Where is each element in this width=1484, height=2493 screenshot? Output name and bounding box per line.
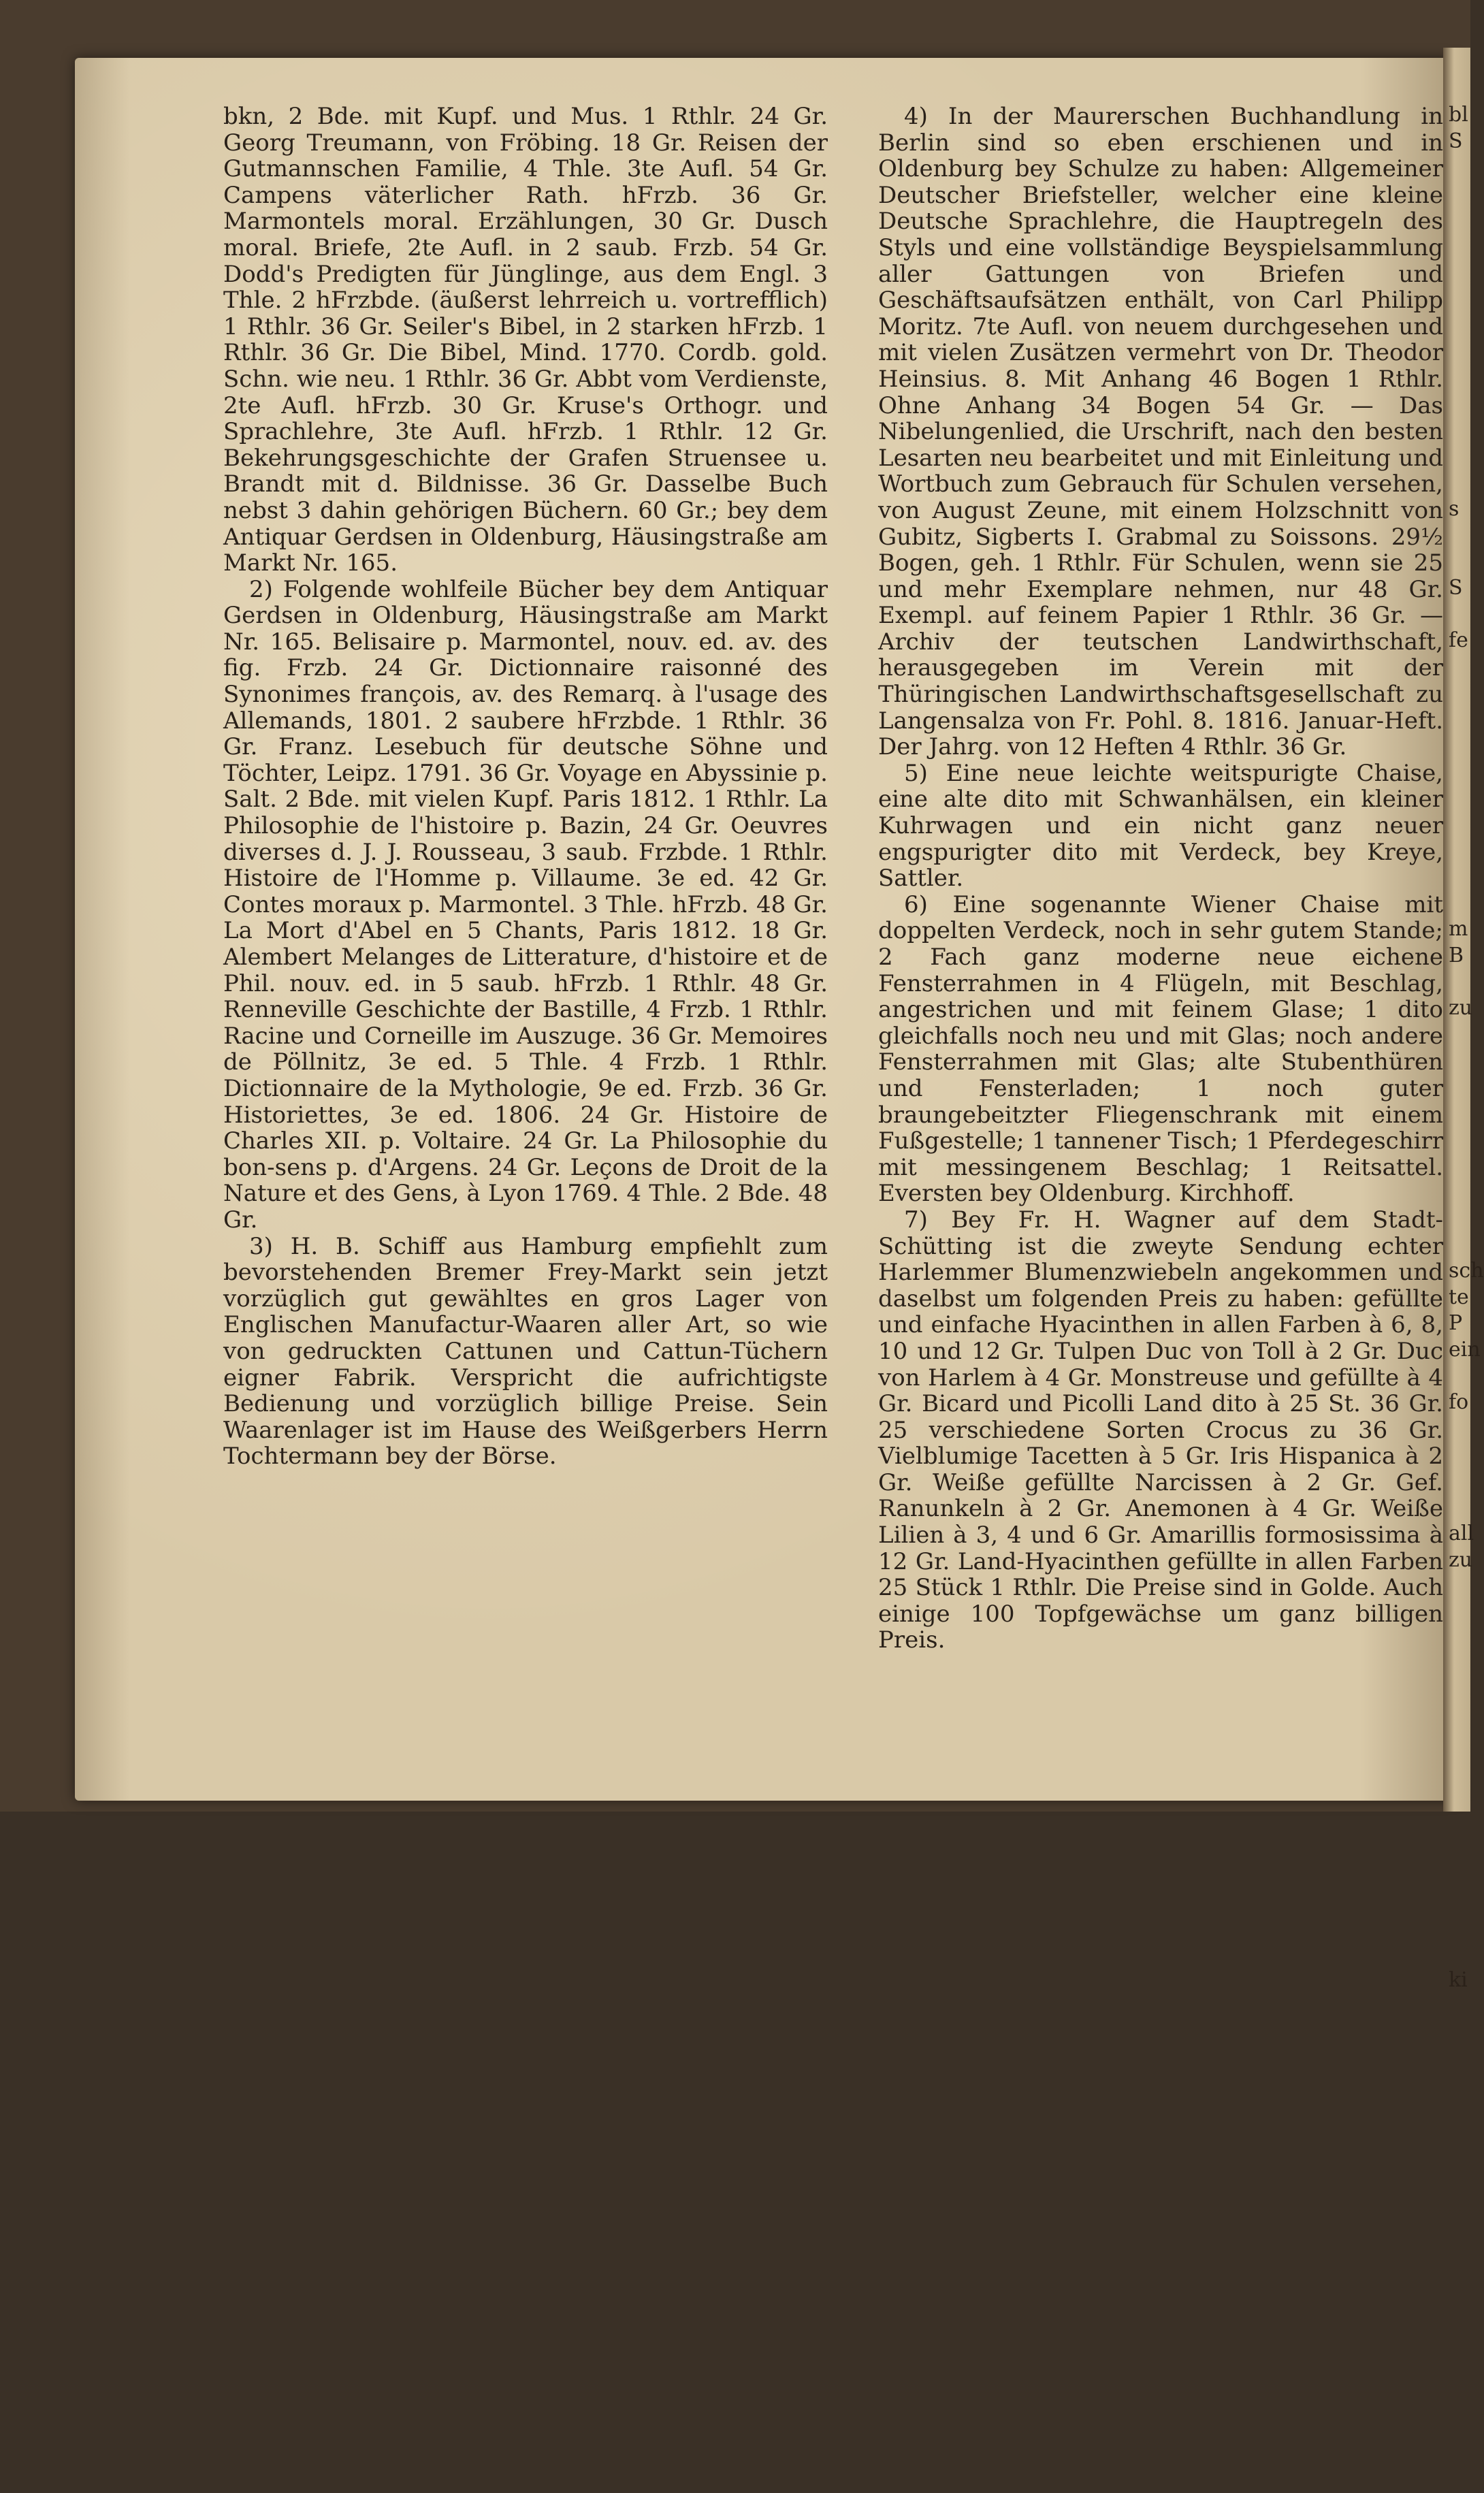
edge-fragment: P (1449, 1311, 1463, 1336)
edge-fragment (1449, 391, 1470, 418)
edge-fragment (1449, 1179, 1470, 1206)
edge-fragment: all (1449, 1522, 1474, 1546)
left-paragraph-2-antiquar-books: 2) Folgende wohlfeile Bücher bey dem Antiquar Gerdsen in Oldenburg, Häusingstraße am Markt Nr. 165. Belisaire p. Marmontel, nouv. ed. av. des fig. Frzb. 24 Gr. Dictionnaire raisonné des Synonimes françois, av. des Remarq. à l'usage des Allemands, 1801. 2 saubere hFrzbde. 1 Rthlr. 36 Gr. Franz. Lesebuch für deutsche Söhne und Töchter, Leipz. 1791. 36 Gr. Voyage en Abyssinie p. Salt. 2 Bde. mit vielen Kupf. Paris 1812. 1 Rthlr. La Philosophie de l'histoire p. Bazin, 24 Gr. Oeuvres diverses d. J. J. Rousseau, 3 saub. Frzbde. 1 Rthlr. Histoire de l'Homme p. Villaume. 3e ed. 42 Gr. Contes moraux p. Marmontel. 3 Thle. hFrzb. 48 Gr. La Mort d'Abel en 5 Chants, Paris 1812. 18 Gr. Alembert Melanges de Litterature, d'histoire et de Phil. nouv. ed. in 5 saub. hFrzb. 1 Rthlr. 48 Gr. Renneville Geschichte der Bastille, 4 Frzb. 1 Rthlr. Racine und Corneille im Auszuge. 36 Gr. Memoires de Pöllnitz, 3e ed. 5 Thle. 4 Frzb. 1 Rthlr. Dictionnaire de la Mythologie, 9e ed. Frzb. 36 Gr. Historiettes, 3e ed. 1806. 24 Gr. Histoire de Charles XII. p. Voltaire. 24 Gr. La Philosophie du bon-sens p. d'Argens. 24 Gr. Leçons de Droit de la Nature et des Gens, à Lyon 1769. 4 Thle. 2 Bde. 48 Gr. (223, 575, 828, 1234)
edge-fragment: bl (1449, 103, 1468, 127)
edge-fragment (1449, 1915, 1470, 1942)
edge-fragment (1449, 1022, 1470, 1048)
right-paragraph-4-maurersche-buchhandlung: 4) In der Maurerschen Buchhandlung in Berlin sind so eben erschienen und in Oldenburg bey Schulze zu haben: Allgemeiner Deutscher Briefsteller, welcher eine kleine Deutsche Sprachlehre, die Hauptregeln des Styls und eine vollständige Beyspielsammlung aller Gattungen von Briefen und Geschäftsaufsätzen enthält, von Carl Philipp Moritz. 7te Aufl. von neuem durchgesehen und mit vielen Zusätzen vermehrt von Dr. Theodor Heinsius. 8. Mit Anhang 46 Bogen 1 Rthlr. Ohne Anhang 34 Bogen 54 Gr. — Das Nibelungenlied, die Urschrift, nach den besten Lesarten neu bearbeitet und mit Einleitung und Wortbuch zum Gebrauch für Schulen versehen, von August Zeune, mit einem Holzschnitt von Gubitz, Sigberts I. Grabmal zu Soissons. 29½ Bogen, geh. 1 Rthlr. Für Schulen, wenn sie 25 und mehr Exemplare nehmen, nur 48 Gr. Exempl. auf feinem Papier 1 Rthlr. 36 Gr. — Archiv der teutschen Landwirthschaft, herausgegeben im Verein mit der Thüringischen Landwirthschaftsgesellschaft zu Langensalza von Fr. Pohl. 8. 1816. Januar-Heft. Der Jahrg. von 12 Heften 4 Rthlr. 36 Gr. (878, 103, 1443, 761)
edge-fragment (1449, 2414, 1470, 2441)
edge-fragment (1449, 1364, 1470, 1390)
edge-fragment (1449, 2309, 1470, 2336)
edge-fragment (1449, 1153, 1470, 1180)
edge-fragment (1449, 1101, 1470, 1127)
edge-fragment (1449, 1442, 1470, 1468)
right-paragraph-7-blumenzwiebeln: 7) Bey Fr. H. Wagner auf dem Stadt-Schütting ist die zweyte Sendung echter Harlemmer Blumenzwiebeln angekommen und daselbst um folgenden Preis zu haben: gefüllte und einfache Hyacinthen in allen Farben à 6, 8, 10 und 12 Gr. Tulpen Duc von Toll à 2 Gr. Duc von Harlem à 4 Gr. Monstreuse und gefüllte à 4 Gr. Bicard und Picolli Land dito à 25 St. 36 Gr. 25 verschiedene Sorten Crocus zu 36 Gr. Vielblumige Tacetten à 5 Gr. Iris Hispanica à 2 Gr. Weiße gefüllte Narcissen à 2 Gr. Gef. Ranunkeln à 2 Gr. Anemonen à 4 Gr. Weiße Lilien à 3, 4 und 6 Gr. Amarillis formosissima à 12 Gr. Land-Hyacinthen gefüllte in allen Farben 25 Stück 1 Rthlr. Die Preise sind in Golde. Auch einige 100 Topfgewächse um ganz billigen Preis. (878, 1206, 1443, 1654)
edge-fragment (1449, 680, 1470, 707)
edge-fragment: zu (1449, 1547, 1473, 1572)
right-paragraph-6-wiener-chaise: 6) Eine sogenannte Wiener Chaise mit doppelten Verdeck, noch in sehr gutem Stande; 2 Fach ganz moderne neue eichene Fensterrahmen in 4 Flügeln, mit Beschlag, angestrichen und mit feinem Glase; 1 dito gleichfalls noch neu und mit Glas; noch andere Fensterrahmen mit Glas; alte Stubenthüren und Fensterladen; 1 noch guter braungebeitzter Fliegenschrank mit einem Fußgestelle; 1 tannener Tisch; 1 Pferdegeschirr mit messingenem Beschlag; 1 Reitsattel. Eversten bey Oldenburg. Kirchhoff. (878, 890, 1443, 1208)
edge-fragment: ein (1449, 1337, 1481, 1362)
edge-fragment: fo (1449, 1390, 1469, 1415)
edge-fragment (1449, 2073, 1470, 2100)
edge-fragment: te (1449, 1285, 1469, 1309)
edge-fragment (1449, 417, 1470, 444)
edge-fragment (1449, 365, 1470, 391)
edge-fragment (1449, 1784, 1470, 1810)
edge-fragment (1449, 2178, 1470, 2204)
edge-fragment: fe (1449, 628, 1468, 652)
right-column (878, 103, 1443, 1654)
edge-fragment (1449, 234, 1470, 260)
edge-fragment: sch (1449, 1259, 1484, 1283)
edge-fragment (1449, 1705, 1470, 1731)
edge-fragment: s (1449, 496, 1459, 521)
edge-fragment (1449, 1810, 1470, 1837)
edge-fragment (1449, 1942, 1470, 1968)
edge-fragment (1449, 1048, 1470, 1074)
edge-fragment (1449, 1836, 1470, 1863)
edge-fragment (1449, 2230, 1470, 2257)
edge-fragment (1449, 1206, 1470, 1232)
edge-fragment (1449, 1573, 1470, 1600)
edge-fragment (1449, 155, 1470, 181)
edge-fragment (1449, 1888, 1470, 1915)
edge-fragment (1449, 2125, 1470, 2152)
edge-fragment (1449, 1652, 1470, 1679)
edge-fragment (1449, 312, 1470, 339)
edge-fragment (1449, 1232, 1470, 1259)
edge-fragment (1449, 1757, 1470, 1784)
edge-fragment (1449, 1994, 1470, 2021)
edge-fragment (1449, 733, 1470, 759)
edge-fragment (1449, 2441, 1470, 2467)
edge-fragment (1449, 1127, 1470, 1153)
edge-fragment (1449, 864, 1470, 890)
edge-fragment (1449, 2257, 1470, 2283)
edge-fragment (1449, 601, 1470, 628)
edge-fragment (1449, 2362, 1470, 2388)
edge-fragment (1449, 444, 1470, 470)
left-column (223, 103, 828, 1470)
edge-fragment: m (1449, 917, 1468, 942)
left-paragraph-continued-listing: bkn, 2 Bde. mit Kupf. und Mus. 1 Rthlr. 24 Gr. Georg Treumann, von Fröbing. 18 Gr. Reisen der Gutmannschen Familie, 4 Thle. 3te Aufl. 54 Gr. Campens väterlicher Rath. hFrzb. 36 Gr. Marmontels moral. Erzählungen, 30 Gr. Dusch moral. Briefe, 2te Aufl. in 2 saub. Frzb. 54 Gr. Dodd's Predigten für Jünglinge, aus dem Engl. 3 Thle. 2 hFrzbde. (äußerst lehrreich u. vortrefflich) 1 Rthlr. 36 Gr. Seiler's Bibel, in 2 starken hFrzb. 1 Rthlr. 36 Gr. Die Bibel, Mind. 1770. Cordb. gold. Schn. wie neu. 1 Rthlr. 36 Gr. Abbt vom Verdienste, 2te Aufl. hFrzb. 30 Gr. Kruse's Orthogr. und Sprachlehre, 3te Aufl. hFrzb. 1 Rthlr. 12 Gr. Bekehrungsgeschichte der Grafen Struensee u. Brandt mit d. Bildnisse. 36 Gr. Dasselbe Buch nebst 3 dahin gehörigen Büchern. 60 Gr.; bey dem Antiquar Gerdsen in Oldenburg, Häusingstraße am Markt Nr. 165. (223, 103, 828, 577)
edge-fragment (1449, 470, 1470, 496)
edge-fragment (1449, 969, 1470, 996)
edge-fragment (1449, 260, 1470, 287)
left-paragraph-3-schiff-hamburg: 3) H. B. Schiff aus Hamburg empfiehlt zum bevorstehenden Bremer Frey-Markt sein jetzt vorzüglich gut gewähltes en gros Lager von Englischen Manufactur-Waaren aller Art, so wie von gedruckten Cattunen und Cattun-Tüchern eigner Fabrik. Verspricht die aufrichtigste Bedienung und vorzüglich billige Preise. Sein Waarenlager ist im Hause des Weißgerbers Herrn Tochtermann bey der Börse. (223, 1232, 828, 1470)
edge-fragment (1449, 286, 1470, 312)
edge-fragment (1449, 785, 1470, 811)
edge-fragment: zu (1449, 996, 1473, 1020)
right-paragraph-5-chaise: 5) Eine neue leichte weitspurigte Chaise, eine alte dito mit Schwanhälsen, ein kleiner Kuhrwagen und ein nicht ganz neuer engspurigter dito mit Verdeck, bey Kreye, Sattler. (878, 759, 1443, 892)
edge-fragment (1449, 1626, 1470, 1652)
edge-fragment (1449, 1494, 1470, 1521)
edge-fragment: S (1449, 575, 1463, 600)
edge-fragment (1449, 1074, 1470, 1101)
edge-fragment (1449, 654, 1470, 680)
edge-fragment (1449, 2283, 1470, 2309)
edge-fragment (1449, 1679, 1470, 1705)
edge-fragment (1449, 707, 1470, 733)
edge-fragment (1449, 549, 1470, 575)
edge-fragment (1449, 890, 1470, 917)
edge-fragment (1449, 2204, 1470, 2231)
edge-fragment (1449, 2046, 1470, 2073)
edge-fragment (1449, 338, 1470, 365)
edge-fragment (1449, 2388, 1470, 2415)
edge-fragment (1449, 181, 1470, 208)
edge-fragment (1449, 1731, 1470, 1758)
edge-fragment (1449, 523, 1470, 549)
edge-fragment (1449, 1863, 1470, 1889)
edge-fragment (1449, 207, 1470, 234)
edge-fragment (1449, 1416, 1470, 1443)
edge-fragment (1449, 1600, 1470, 1626)
edge-fragment: ki (1449, 1968, 1468, 1993)
edge-fragment (1449, 2466, 1470, 2493)
edge-fragment (1449, 2151, 1470, 2178)
facing-page-edge-text (1449, 102, 1484, 2493)
edge-fragment: B (1449, 944, 1464, 967)
edge-fragment (1449, 2099, 1470, 2125)
edge-fragment (1449, 759, 1470, 786)
edge-fragment (1449, 811, 1470, 838)
edge-fragment: S (1449, 129, 1463, 153)
edge-fragment (1449, 2335, 1470, 2362)
edge-fragment (1449, 838, 1470, 865)
edge-fragment (1449, 1468, 1470, 1495)
edge-fragment (1449, 2020, 1470, 2046)
